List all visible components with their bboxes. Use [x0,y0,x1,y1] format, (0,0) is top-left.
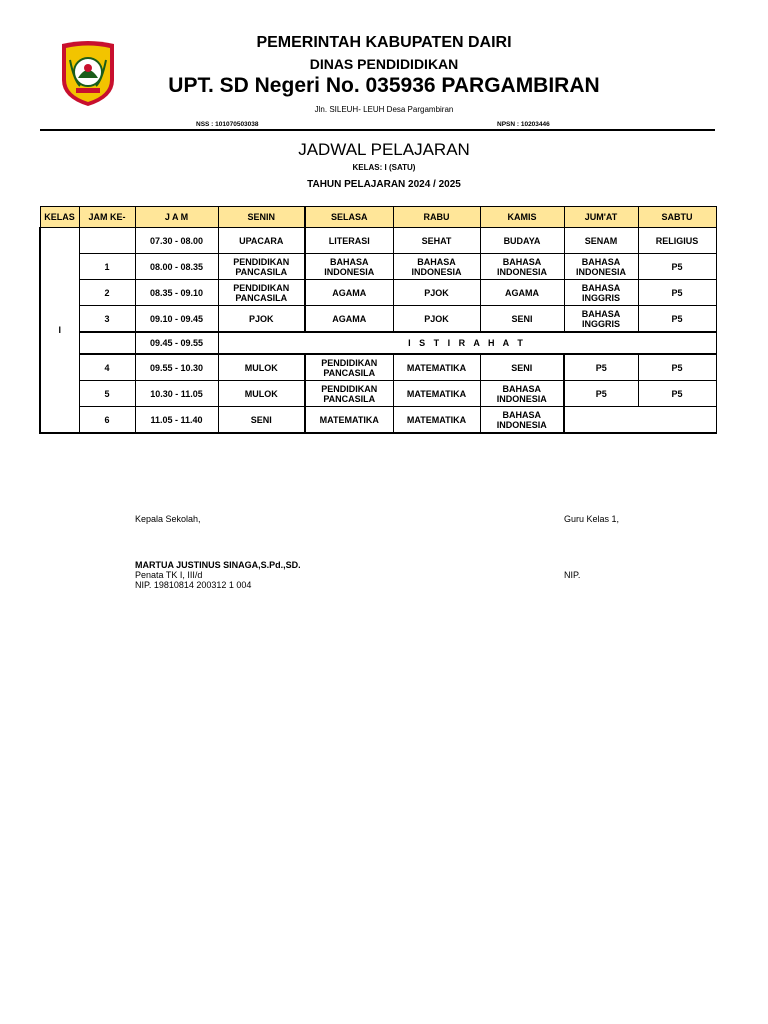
senin-cell: PENDIDIKAN PANCASILA [218,280,305,306]
principal-nip: NIP. 19810814 200312 1 004 [135,580,252,590]
sabtu-cell: P5 [638,354,716,381]
selasa-cell: AGAMA [305,306,393,333]
jam-ke-cell: 5 [79,381,135,407]
jam-ke-cell: 4 [79,354,135,381]
sabtu-cell: P5 [638,280,716,306]
selasa-cell: BAHASA INDONESIA [305,254,393,280]
class-label: KELAS: I (SATU) [352,163,416,172]
jumat-cell: BAHASA INGGRIS [564,306,638,333]
table-row [40,254,716,280]
rabu-cell: MATEMATIKA [393,381,480,407]
header-rabu: RABU [393,207,480,228]
sabtu-cell: RELIGIUS [638,228,716,254]
rabu-cell: MATEMATIKA [393,407,480,434]
selasa-cell: MATEMATIKA [305,407,393,434]
school-address: Jln. SILEUH- LEUH Desa Pargambiran [314,105,454,114]
document-title: JADWAL PELAJARAN [298,140,470,159]
nss-number: NSS : 101070503038 [196,121,259,128]
jam-cell: 10.30 - 11.05 [135,381,218,407]
selasa-cell: AGAMA [305,280,393,306]
table-row [40,407,716,434]
kamis-cell: SENI [480,306,564,333]
jam-cell: 09.10 - 09.45 [135,306,218,333]
rabu-cell: MATEMATIKA [393,354,480,381]
table-row [40,306,716,333]
senin-cell: PENDIDIKAN PANCASILA [218,254,305,280]
jam-cell: 08.35 - 09.10 [135,280,218,306]
senin-cell: UPACARA [218,228,305,254]
jam-ke-cell [79,332,135,354]
rabu-cell: PJOK [393,306,480,333]
jam-ke-cell: 2 [79,280,135,306]
header-selasa: SELASA [305,207,393,228]
senin-cell: PJOK [218,306,305,333]
academic-year: TAHUN PELAJARAN 2024 / 2025 [307,179,461,190]
jam-cell: 08.00 - 08.35 [135,254,218,280]
jam-cell: 07.30 - 08.00 [135,228,218,254]
table-row [40,228,716,254]
selasa-cell: LITERASI [305,228,393,254]
header-jam-ke: JAM KE- [79,207,135,228]
jam-cell: 09.55 - 10.30 [135,354,218,381]
sabtu-cell: P5 [638,254,716,280]
principal-rank: Penata TK I, III/d [135,570,203,580]
teacher-role: Guru Kelas 1, [564,514,620,524]
sabtu-cell: P5 [638,306,716,333]
header-kelas: KELAS [40,207,79,228]
rabu-cell: SEHAT [393,228,480,254]
header-jam: J A M [135,207,218,228]
empty-cell [564,407,716,434]
header-jumat: JUM'AT [564,207,638,228]
selasa-cell: PENDIDIKAN PANCASILA [305,354,393,381]
table-header-row [40,207,716,228]
jam-cell: 11.05 - 11.40 [135,407,218,434]
senin-cell: SENI [218,407,305,434]
jumat-cell: P5 [564,354,638,381]
header-divider [40,129,715,131]
break-row [40,332,716,354]
kamis-cell: BUDAYA [480,228,564,254]
kamis-cell: BAHASA INDONESIA [480,381,564,407]
kelas-cell: I [40,228,79,434]
jumat-cell: SENAM [564,228,638,254]
kamis-cell: BAHASA INDONESIA [480,254,564,280]
table-row [40,354,716,381]
jumat-cell: BAHASA INGGRIS [564,280,638,306]
senin-cell: MULOK [218,354,305,381]
jam-cell: 09.45 - 09.55 [135,332,218,354]
kamis-cell: BAHASA INDONESIA [480,407,564,434]
header-senin: SENIN [218,207,305,228]
jam-ke-cell [79,228,135,254]
kamis-cell: SENI [480,354,564,381]
selasa-cell: PENDIDIKAN PANCASILA [305,381,393,407]
principal-name: MARTUA JUSTINUS SINAGA,S.Pd.,SD. [135,560,301,570]
jam-ke-cell: 3 [79,306,135,333]
principal-role: Kepala Sekolah, [135,514,201,524]
header-kamis: KAMIS [480,207,564,228]
table-row [40,381,716,407]
jumat-cell: BAHASA INDONESIA [564,254,638,280]
rabu-cell: PJOK [393,280,480,306]
senin-cell: MULOK [218,381,305,407]
npsn-number: NPSN : 10203446 [497,121,550,128]
header-sabtu: SABTU [638,207,716,228]
jumat-cell: P5 [564,381,638,407]
kamis-cell: AGAMA [480,280,564,306]
schedule-table [39,206,717,434]
teacher-nip: NIP. [564,570,581,580]
school-name: UPT. SD Negeri No. 035936 PARGAMBIRAN [168,74,600,97]
sabtu-cell: P5 [638,381,716,407]
department-name: DINAS PENDIDIDIKAN [309,56,459,72]
jam-ke-cell: 6 [79,407,135,434]
table-row [40,280,716,306]
break-label: I S T I R A H A T [218,332,716,354]
jam-ke-cell: 1 [79,254,135,280]
government-name: PEMERINTAH KABUPATEN DAIRI [256,34,512,51]
rabu-cell: BAHASA INDONESIA [393,254,480,280]
